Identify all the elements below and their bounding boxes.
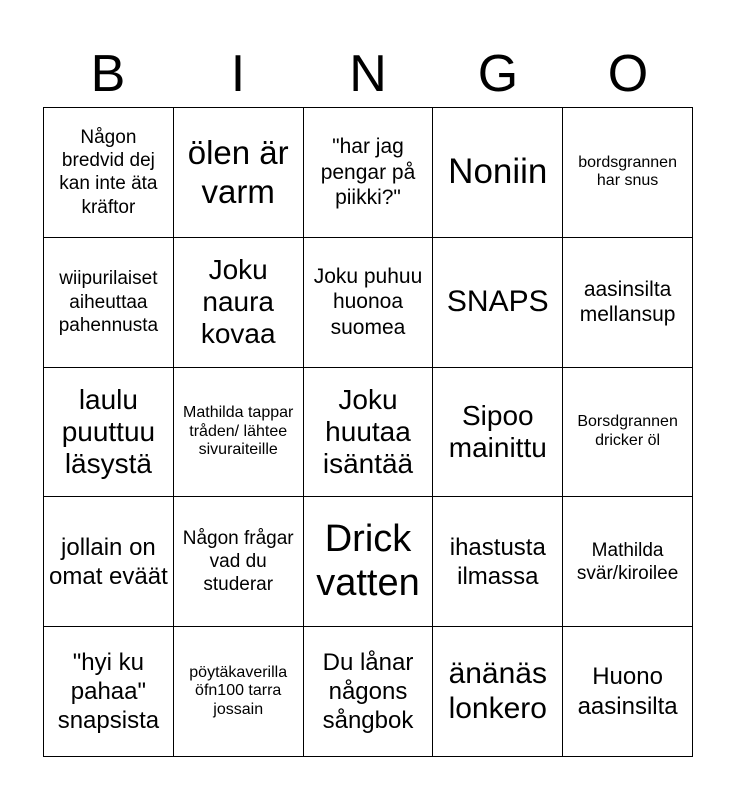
- bingo-cell-r1c1[interactable]: Någon bredvid dej kan inte äta kräftor: [44, 108, 174, 238]
- bingo-cell-r4c1[interactable]: jollain on omat eväät: [44, 497, 174, 627]
- bingo-cell-r5c2[interactable]: pöytäkaverilla öfn100 tarra jossain: [174, 627, 304, 757]
- bingo-cell-r3c1[interactable]: laulu puuttuu läsystä: [44, 368, 174, 498]
- bingo-cell-r3c2[interactable]: Mathilda tappar tråden/ lähtee sivuraiteille: [174, 368, 304, 498]
- bingo-cell-r5c5[interactable]: Huono aasinsilta: [563, 627, 693, 757]
- bingo-board: [43, 107, 693, 757]
- header-letter-b: B: [90, 45, 126, 103]
- bingo-cell-r1c3[interactable]: "har jag pengar på piikki?": [304, 108, 434, 238]
- bingo-cell-r4c3[interactable]: Drick vatten: [304, 497, 434, 627]
- header-letter-o: O: [607, 45, 649, 103]
- bingo-cell-r5c4[interactable]: änänäs lonkero: [433, 627, 563, 757]
- bingo-cell-r3c3[interactable]: Joku huutaa isäntää: [304, 368, 434, 498]
- bingo-header: [43, 40, 693, 108]
- bingo-cell-r4c4[interactable]: ihastusta ilmassa: [433, 497, 563, 627]
- bingo-cell-r4c2[interactable]: Någon frågar vad du studerar: [174, 497, 304, 627]
- header-letter-g: G: [477, 45, 519, 103]
- bingo-cell-r1c4[interactable]: Noniin: [433, 108, 563, 238]
- header-letter-i: I: [230, 45, 246, 103]
- bingo-cell-r2c2[interactable]: Joku naura kovaa: [174, 238, 304, 368]
- bingo-cell-r2c3[interactable]: Joku puhuu huonoa suomea: [304, 238, 434, 368]
- bingo-cell-r2c4[interactable]: SNAPS: [433, 238, 563, 368]
- bingo-cell-r5c3[interactable]: Du lånar någons sångbok: [304, 627, 434, 757]
- bingo-cell-r1c2[interactable]: ölen är varm: [174, 108, 304, 238]
- header-letter-n: N: [349, 45, 387, 103]
- bingo-cell-r3c5[interactable]: Borsdgrannen dricker öl: [563, 368, 693, 498]
- bingo-cell-r4c5[interactable]: Mathilda svär/kiroilee: [563, 497, 693, 627]
- bingo-cell-r5c1[interactable]: "hyi ku pahaa" snapsista: [44, 627, 174, 757]
- bingo-cell-r3c4[interactable]: Sipoo mainittu: [433, 368, 563, 498]
- bingo-cell-r2c1[interactable]: wiipurilaiset aiheuttaa pahennusta: [44, 238, 174, 368]
- bingo-cell-r2c5[interactable]: aasinsilta mellansup: [563, 238, 693, 368]
- bingo-cell-r1c5[interactable]: bordsgrannen har snus: [563, 108, 693, 238]
